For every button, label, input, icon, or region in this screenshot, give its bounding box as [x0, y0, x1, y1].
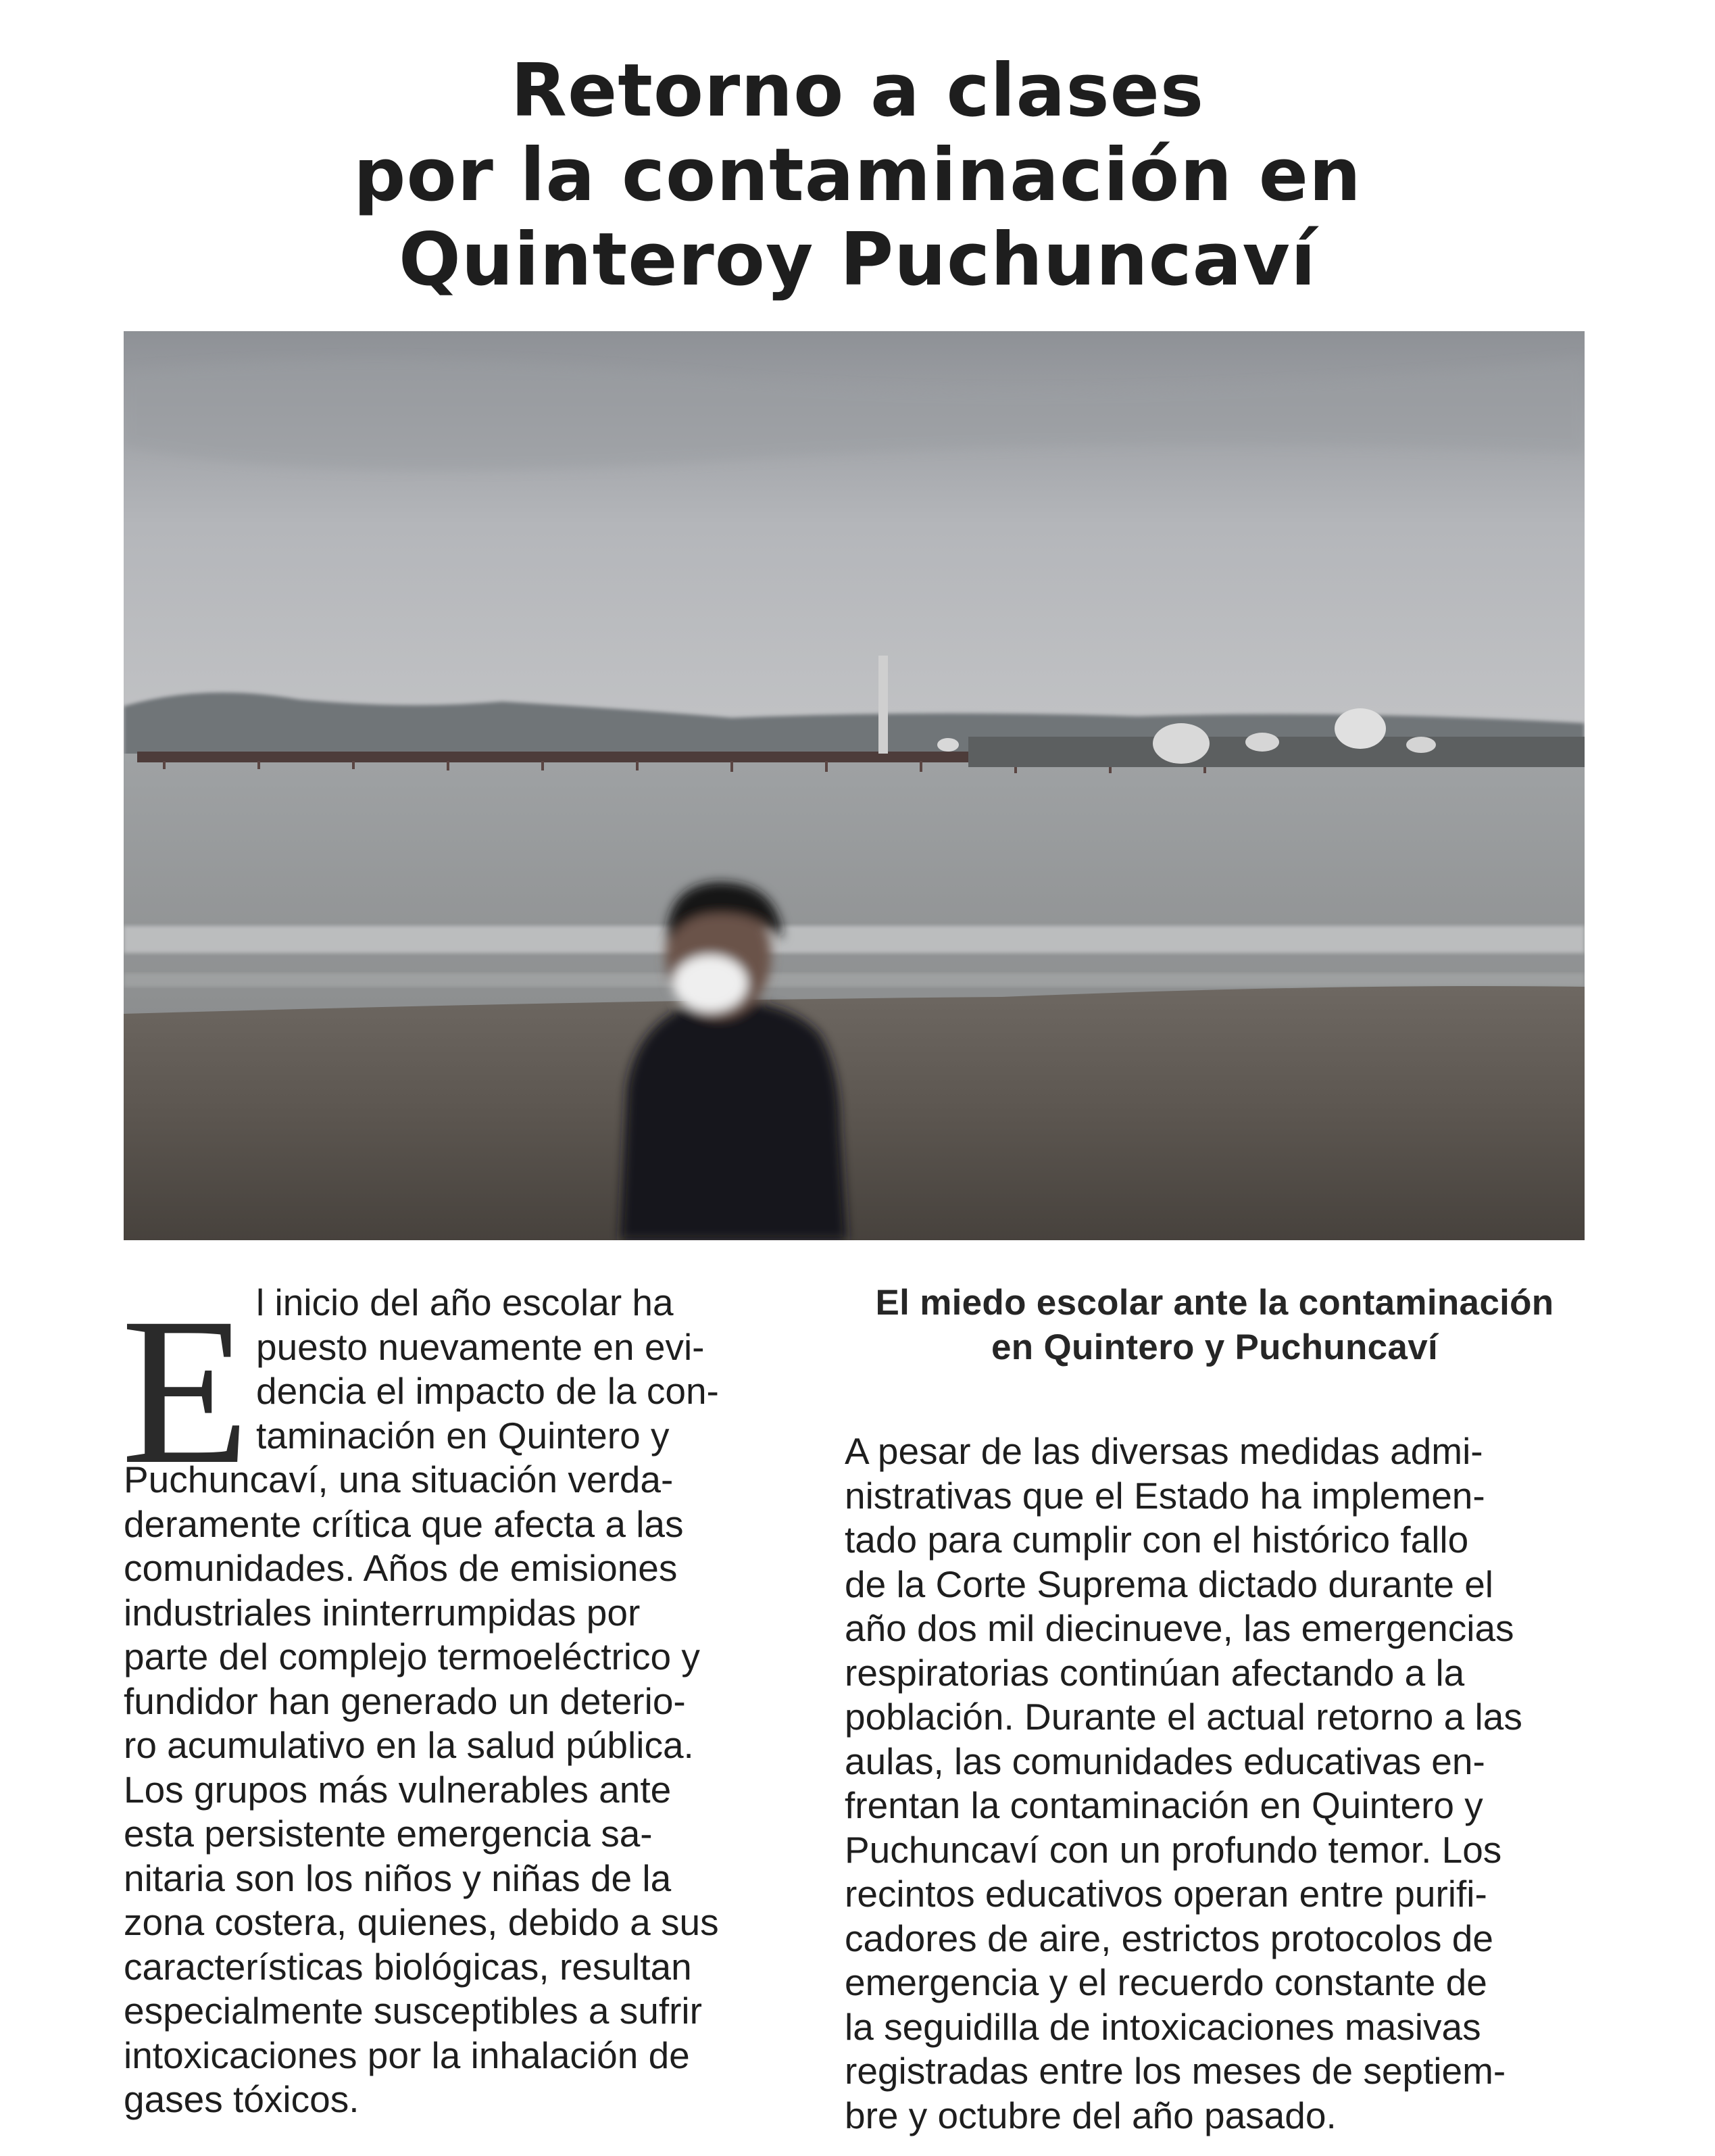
text-line: dencia el impacto de la con-: [256, 1370, 719, 1412]
storage-tank: [1153, 723, 1210, 764]
subheading-line: en Quintero y Puchuncaví: [991, 1327, 1438, 1367]
text-line: la seguidilla de intoxicaciones masivas: [845, 2005, 1481, 2048]
text-line: comunidades. Años de emisiones: [124, 1547, 678, 1589]
beach-sand: [124, 986, 1585, 1240]
right-column: [845, 1281, 1585, 2138]
left-column: [121, 1275, 779, 2122]
storage-tank: [937, 738, 959, 752]
text-line: de la Corte Suprema dictado durante el: [845, 1563, 1494, 1605]
text-line: emergencia y el recuerdo constante de: [845, 1961, 1487, 2003]
smokestack: [878, 656, 888, 754]
masked-child-beach-industrial-photo: [124, 331, 1585, 1240]
text-line: registradas entre los meses de septiem-: [845, 2050, 1506, 2092]
headline-line: por la contaminación en: [353, 133, 1362, 218]
text-line: Puchuncaví, una situación verda-: [124, 1459, 674, 1500]
text-line: Los grupos más vulnerables ante: [124, 1768, 672, 1811]
text-line: deramente crítica que afecta a las: [124, 1502, 684, 1545]
storage-tank: [1335, 708, 1386, 749]
text-line: gases tóxicos.: [124, 2078, 359, 2120]
text-line: aulas, las comunidades educativas en-: [845, 1740, 1485, 1782]
text-line: industriales ininterrumpidas por: [124, 1591, 641, 1634]
subheading-line: El miedo escolar ante la contaminación: [875, 1283, 1554, 1323]
text-line: parte del complejo termoeléctrico y: [124, 1636, 700, 1677]
headline: [0, 49, 1715, 302]
text-line: año dos mil diecinueve, las emergencias: [845, 1607, 1514, 1649]
text-line: bre y octubre del año pasado.: [845, 2094, 1337, 2136]
text-line: población. Durante el actual retorno a las: [845, 1696, 1522, 1738]
text-line: ro acumulativo en la salud pública.: [124, 1724, 694, 1766]
text-line: cadores de aire, estrictos protocolos de: [845, 1917, 1493, 1959]
text-line: respiratorias continúan afectando a la: [845, 1651, 1465, 1694]
text-line: recintos educativos operan entre purifi-: [845, 1873, 1487, 1915]
text-line: nitaria son los niños y niñas de la: [124, 1857, 672, 1899]
child-jacket: [620, 1000, 847, 1240]
foam-line: [124, 973, 1585, 987]
text-line: puesto nuevamente en evi-: [256, 1325, 705, 1368]
text-line: tado para cumplir con el histórico fallo: [845, 1519, 1469, 1561]
text-line: características biológicas, resultan: [124, 1945, 692, 1988]
text-line: nistrativas que el Estado ha implemen-: [845, 1474, 1485, 1517]
storage-tank: [1245, 733, 1279, 752]
section-subheading: [845, 1281, 1585, 1370]
text-line: Puchuncaví con un profundo temor. Los: [845, 1828, 1502, 1871]
face-mask: [673, 955, 747, 1012]
text-line: zona costera, quienes, debido a sus: [124, 1901, 719, 1943]
headline-line: Retorno a clases: [510, 49, 1205, 133]
headline-line: Quinteroy Puchuncaví: [399, 218, 1316, 302]
storage-tank: [1406, 737, 1436, 753]
dropcap: E: [121, 1275, 250, 1508]
text-line: fundidor han generado un deterio-: [124, 1680, 686, 1722]
text-line: A pesar de las diversas medidas admi-: [845, 1430, 1483, 1472]
text-line: taminación en Quintero y: [256, 1414, 670, 1456]
text-line: especialmente susceptibles a sufrir: [124, 1990, 702, 2032]
article-photo: [124, 331, 1585, 1240]
text-line: intoxicaciones por la inhalación de: [124, 2034, 690, 2076]
breaking-wave: [124, 926, 1585, 953]
text-line: esta persistente emergencia sa-: [124, 1813, 653, 1855]
text-line: frentan la contaminación en Quintero y: [845, 1784, 1483, 1826]
text-line: l inicio del año escolar ha: [256, 1281, 674, 1323]
